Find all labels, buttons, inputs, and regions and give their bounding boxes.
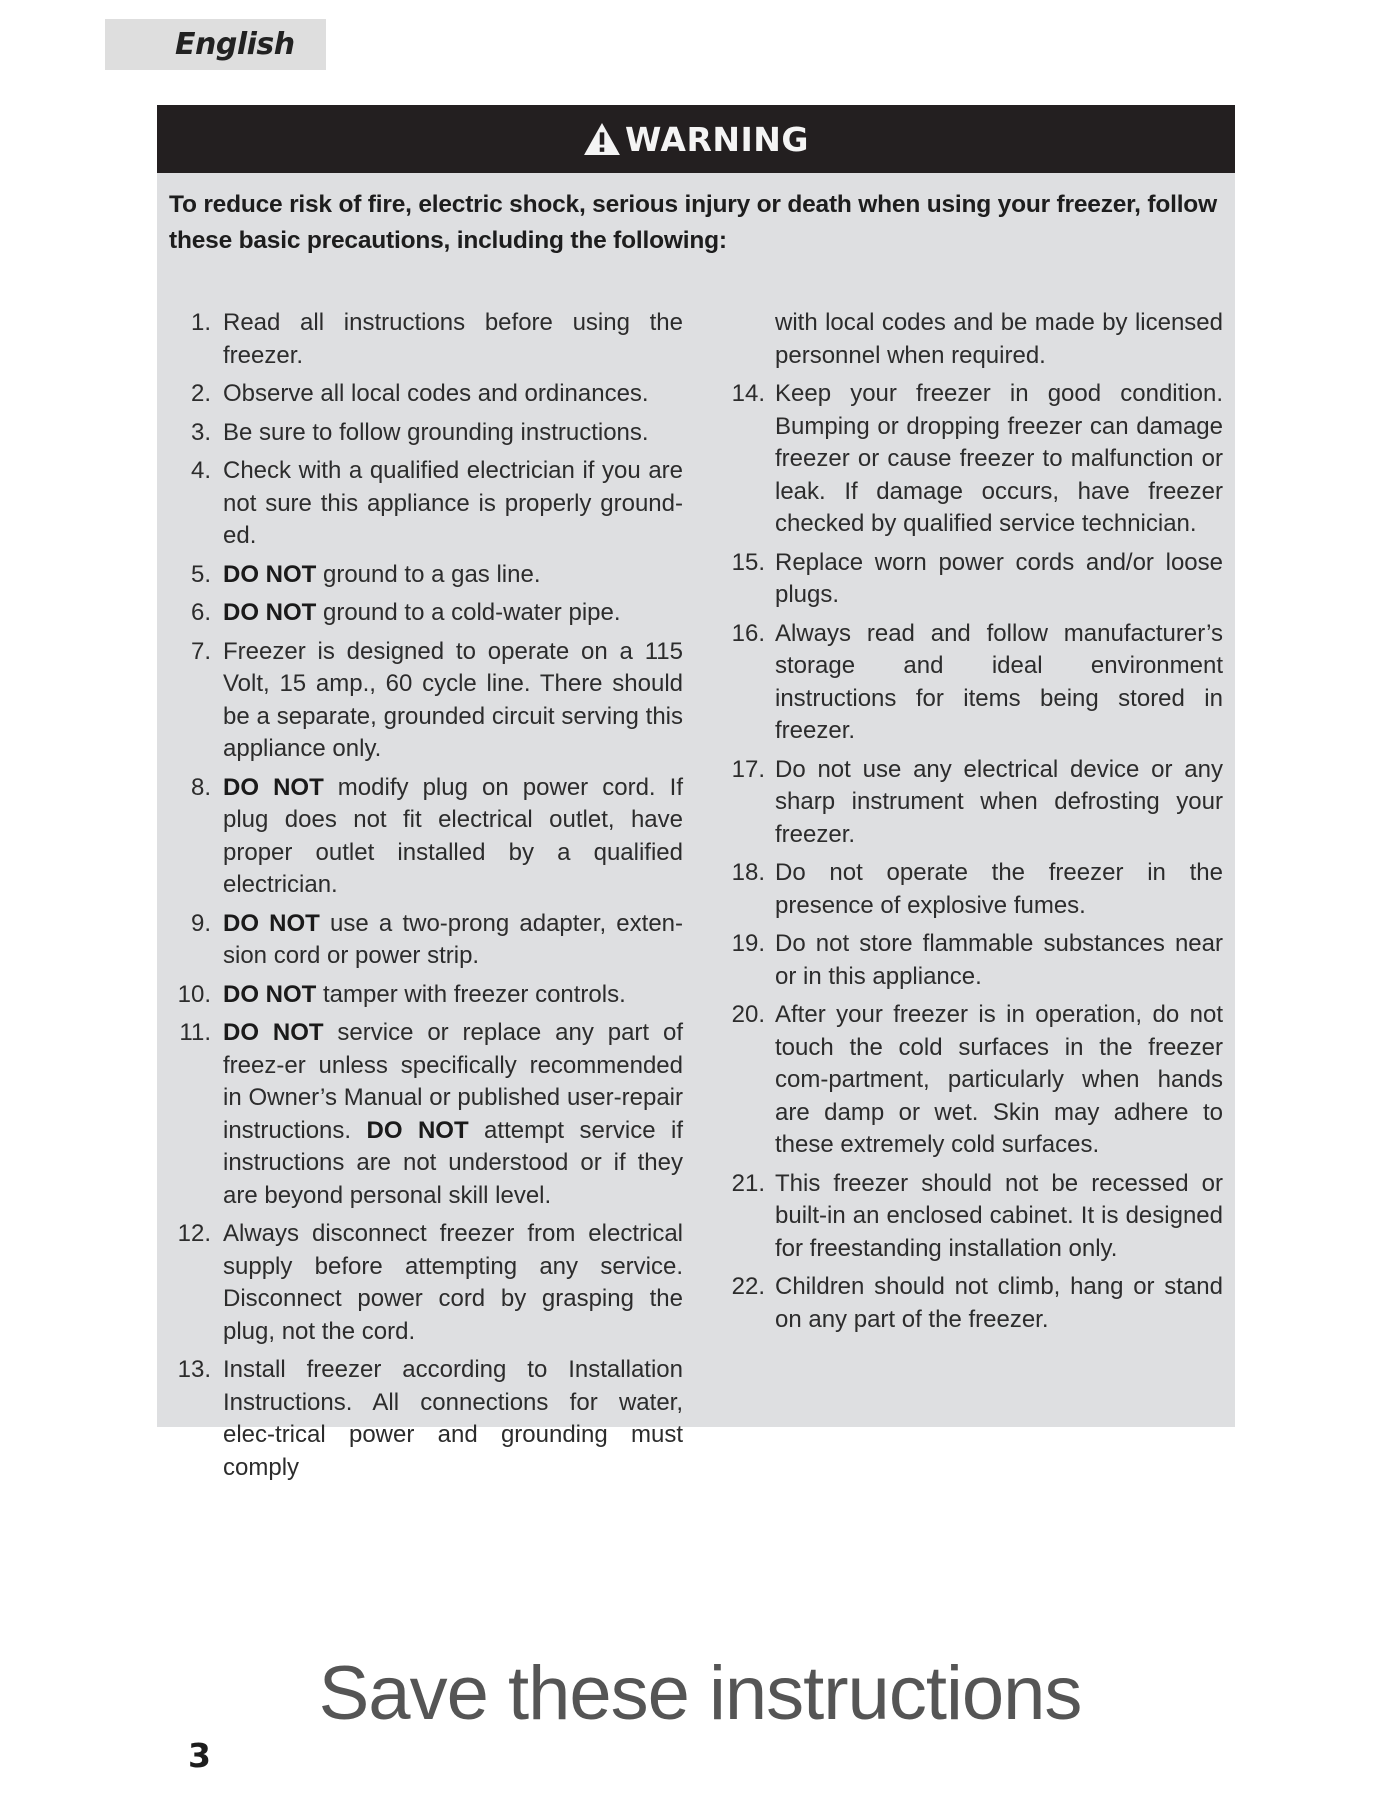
right-column: [713, 307, 1223, 1342]
list-item-number: 6.: [190, 599, 211, 626]
list-item-number: 2.: [190, 380, 211, 407]
list-item-body: Check with a qualified electrician if you are not sure this appliance is properly ground-ed.: [223, 457, 683, 549]
list-item: [157, 597, 683, 630]
list-item-text: [223, 636, 683, 766]
list-item-text: This freezer should not be recessed or built-in an enclosed cabinet. It is designed for freestanding installation only.: [775, 1169, 1223, 1262]
list-item-number: 17.: [731, 755, 765, 783]
save-instructions-text: Save these instructions: [318, 1651, 1082, 1736]
list-item-body: service or replace any part of freez-er unless specifically recommended in Owner’s Manual or published user-repair instructions.: [223, 1019, 683, 1144]
list-item-text: [223, 378, 683, 411]
list-item-number: 20.: [731, 1001, 765, 1028]
list-item-text: Do not use any electrical device or any sharp instrument when defrosting your freezer.: [775, 755, 1223, 848]
list-item-number: 14.: [731, 380, 765, 407]
list-item-body: ground to a gas line.: [316, 560, 541, 588]
list-item-number: 4.: [190, 457, 211, 484]
list-item: [157, 979, 683, 1012]
list-item: [157, 559, 683, 592]
list-item-body: Always disconnect freezer from electrical supply before attempting any service. Disconnect power cord by grasping the plug, not the cord.: [223, 1220, 683, 1345]
list-item-body: Install freezer according to Installation Instructions. All connections for water, elec-trical power and grounding must comply: [223, 1356, 683, 1481]
list-item-text: Replace worn power cords and/or loose plugs.: [775, 548, 1223, 608]
list-item-continuation: with local codes and be made by licensed personnel when required.: [775, 309, 1223, 369]
list-item: [157, 1218, 683, 1348]
list-item-number: 18.: [731, 859, 765, 886]
list-item-text: Keep your freezer in good condition. Bumping or dropping freezer can damage freezer or cause freezer to malfunction or leak. If damage occurs, have freezer checked by qualified service technician.: [775, 380, 1223, 537]
language-tab: English: [105, 19, 326, 70]
warning-title: WARNING: [625, 119, 809, 159]
list-item-body: Observe all local codes and ordinances.: [223, 380, 649, 407]
list-item-body: ground to a cold-water pipe.: [316, 599, 621, 626]
list-item-text: [223, 559, 683, 592]
list-item-number: 5.: [190, 560, 211, 588]
list-item-number: 8.: [190, 773, 211, 801]
list-item-number: 12.: [177, 1220, 211, 1247]
emphasis-do-not: DO NOT: [366, 1116, 469, 1144]
list-item-text: Children should not climb, hang or stand on any part of the freezer.: [775, 1273, 1223, 1333]
list-item-text: [223, 1354, 683, 1484]
list-item: [713, 928, 1223, 993]
list-item: [713, 618, 1223, 748]
list-item-body: attempt service if instructions are not understood or if they are beyond personal skill level.: [223, 1116, 684, 1209]
list-item: [713, 1271, 1223, 1336]
list-item-number: 3.: [190, 418, 211, 446]
list-item-body: Freezer is designed to operate on a 115 Volt, 15 amp., 60 cycle line. There should be a separate, grounded circuit serving this appliance only.: [223, 637, 683, 762]
list-item: [713, 999, 1223, 1162]
list-item-body: Be sure to follow grounding instructions.: [223, 418, 649, 446]
emphasis-do-not: DO NOT: [223, 980, 317, 1008]
list-item-text: Do not store flammable substances near or in this appliance.: [775, 930, 1223, 990]
list-item-text: [223, 1218, 683, 1348]
warning-box: [157, 105, 1235, 1481]
list-item-body: modify plug on power cord. If plug does not fit electrical outlet, have proper outlet installed by a qualified electrician.: [223, 773, 683, 898]
list-item-number: 16.: [731, 619, 765, 647]
warning-intro: To reduce risk of fire, electric shock, serious injury or death when using your freezer, follow these basic precautions, including the following:: [169, 191, 1217, 254]
list-item: [713, 378, 1223, 541]
warning-triangle-icon: [583, 122, 621, 156]
list-item-text: [223, 772, 683, 902]
list-item-number: 1.: [190, 309, 211, 336]
list-item-text: [223, 597, 683, 630]
list-item: [157, 1017, 683, 1212]
list-item: [157, 417, 683, 450]
list-item: [157, 636, 683, 766]
list-item-number: 10.: [177, 980, 211, 1008]
list-item: [713, 754, 1223, 852]
list-item: [157, 455, 683, 553]
left-column: [157, 307, 683, 1490]
list-item: [713, 857, 1223, 922]
list-item-text: [223, 979, 683, 1012]
list-item-number: 9.: [190, 909, 211, 937]
list-item-number: 21.: [731, 1169, 765, 1197]
list-item-text: After your freezer is in operation, do not touch the cold surfaces in the freezer com-partment, particularly when hands are damp or wet. Skin may adhere to these extremely cold surfaces.: [775, 1001, 1223, 1158]
list-item: [713, 1168, 1223, 1266]
emphasis-do-not: DO NOT: [223, 1019, 324, 1046]
list-item-text: [223, 1017, 683, 1212]
list-item: [157, 378, 683, 411]
list-item-text: [223, 307, 683, 372]
list-item-text: [223, 908, 683, 973]
list-item-number: 7.: [190, 637, 211, 665]
list-item-number: 15.: [731, 548, 765, 576]
list-item-body: use a two-prong adapter, exten-sion cord or power strip.: [223, 909, 684, 969]
list-item: [157, 908, 683, 973]
list-item-text: Always read and follow manufacturer’s storage and ideal environment instructions for items being stored in freezer.: [775, 619, 1223, 744]
emphasis-do-not: DO NOT: [223, 560, 317, 588]
list-item-number: 22.: [731, 1273, 765, 1300]
list-item-number: 11.: [179, 1019, 211, 1046]
list-item: [157, 307, 683, 372]
list-item-body: Read all instructions before using the freezer.: [223, 309, 683, 369]
list-item: [157, 772, 683, 902]
list-item-text: [223, 455, 683, 553]
warning-header: [157, 105, 1235, 173]
emphasis-do-not: DO NOT: [223, 599, 317, 626]
list-item-text: Do not operate the freezer in the presence of explosive fumes.: [775, 859, 1223, 919]
list-item-number: 19.: [731, 930, 765, 957]
emphasis-do-not: DO NOT: [223, 773, 324, 801]
list-item: [157, 1354, 683, 1484]
list-item: [713, 547, 1223, 612]
list-item-body: tamper with freezer controls.: [316, 980, 626, 1008]
list-item-number: 13.: [177, 1356, 211, 1383]
page-number: 3: [188, 1736, 211, 1775]
emphasis-do-not: DO NOT: [223, 909, 320, 937]
list-item-text: [223, 417, 683, 450]
